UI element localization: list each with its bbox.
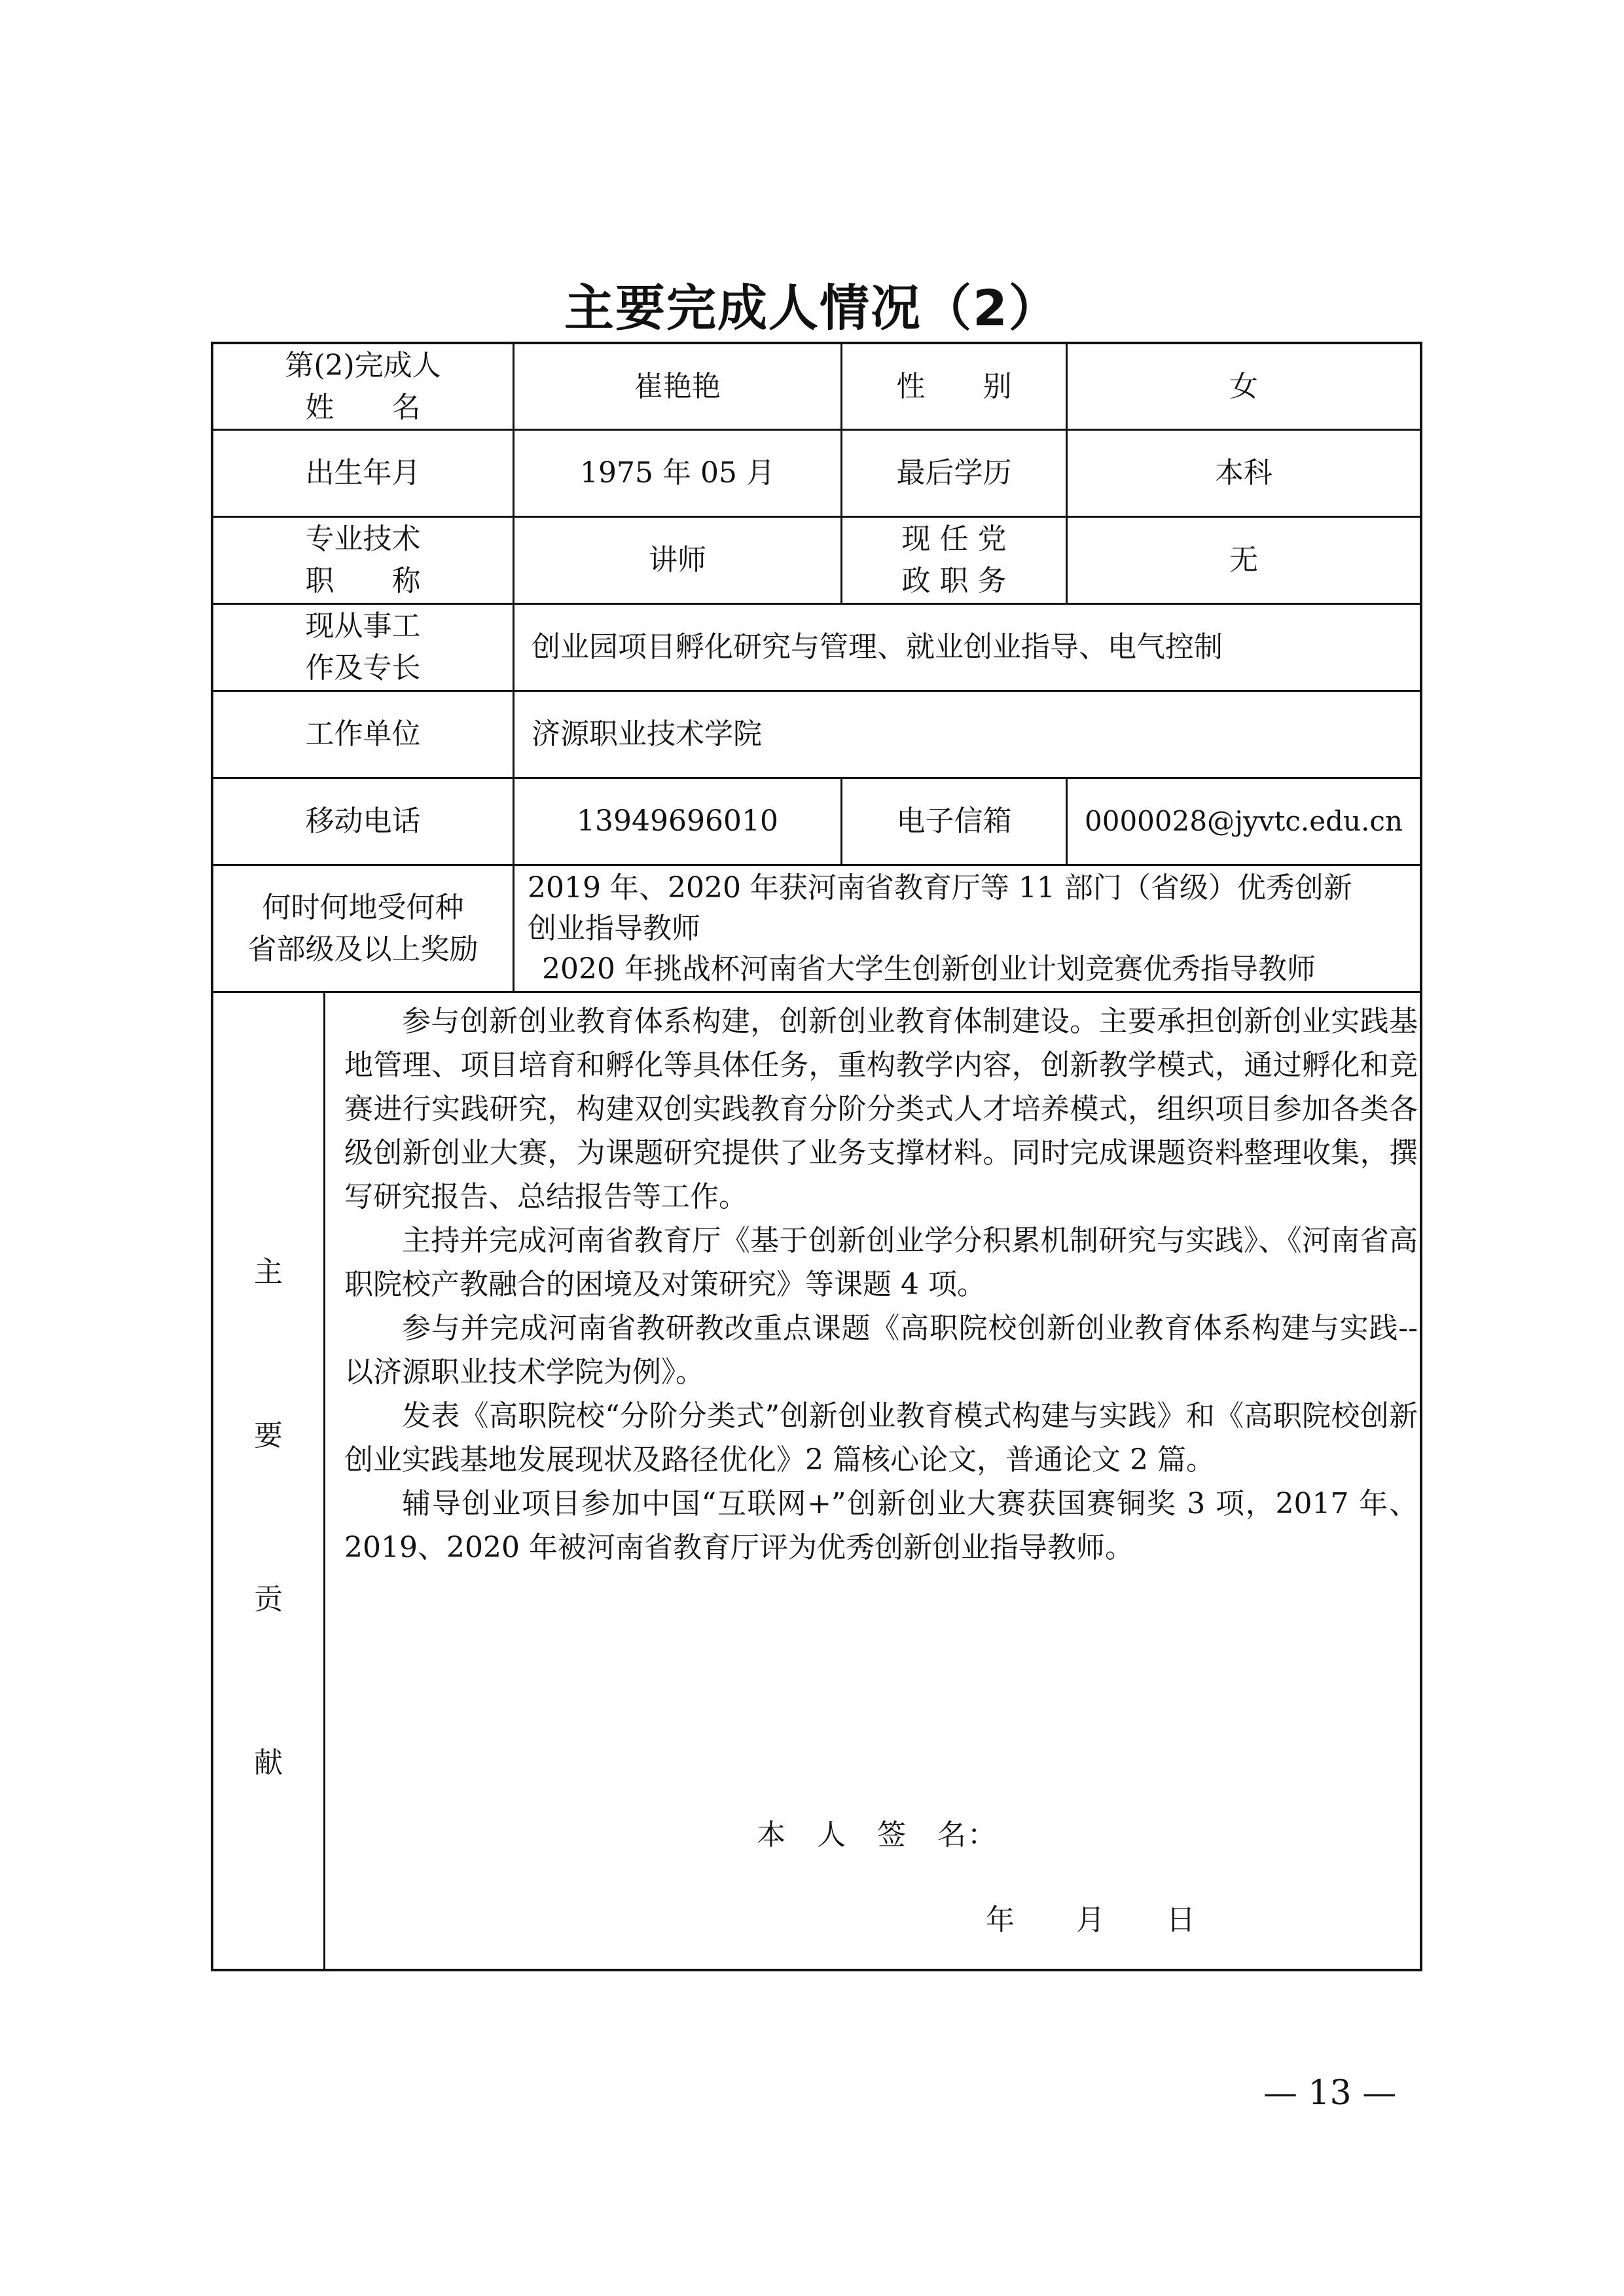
work-specialty-label-line1: 现从事工 — [305, 609, 421, 643]
contribution-label-char-4: 献 — [254, 1746, 283, 1780]
email-label: 电子信箱 — [896, 804, 1012, 838]
contribution-label-char-1: 主 — [254, 1255, 283, 1289]
signature-date: 年 月 日 — [986, 1903, 1197, 1937]
phone-label: 移动电话 — [305, 804, 421, 838]
awards-label-line2: 省部级及以上奖励 — [247, 932, 478, 966]
work-specialty-label-cell — [213, 605, 513, 690]
contribution-section — [213, 993, 1420, 1969]
awards-line-2: 创业指导教师 — [528, 912, 700, 945]
signature-label: 本 人 签 名： — [757, 1818, 998, 1852]
work-specialty-label-line2: 作及专长 — [305, 651, 421, 685]
contribution-paragraph: 参与并完成河南省教研教改重点课题《高职院校创新创业教育体系构建与实践--以济源职业技术学院为例》。 — [344, 1312, 1418, 1389]
party-post-label-cell — [842, 518, 1066, 603]
professional-title-label-line2: 职 称 — [305, 564, 421, 598]
completer-info-form — [211, 342, 1422, 1971]
awards-label-line1: 何时何地受何种 — [262, 890, 464, 924]
professional-title-value: 讲师 — [649, 543, 706, 577]
education-value: 本科 — [1215, 456, 1272, 490]
party-post-label-line1: 现 任 党 — [901, 522, 1007, 556]
name-label-line2: 姓 名 — [305, 390, 421, 424]
name-label-line1: 第(2)完成人 — [285, 348, 441, 382]
gender-label: 性 别 — [896, 369, 1012, 403]
party-post-value: 无 — [1229, 543, 1258, 577]
birth-label: 出生年月 — [305, 456, 421, 490]
party-post-label-line2: 政 职 务 — [901, 564, 1007, 598]
professional-title-label-line1: 专业技术 — [305, 522, 421, 556]
awards-line-3: 2020 年挑战杯河南省大学生创新创业计划竞赛优秀指导教师 — [542, 952, 1316, 986]
contribution-paragraph: 主持并完成河南省教育厅《基于创新创业学分积累机制研究与实践》、《河南省高职院校产教融合的困境及对策研究》等课题 4 项。 — [344, 1224, 1418, 1301]
gender-value: 女 — [1229, 369, 1258, 403]
contribution-paragraph: 参与创新创业教育体系构建，创新创业教育体制建设。主要承担创新创业实践基地管理、项目培育和孵化等具体任务，重构教学内容，创新教学模式，通过孵化和竞赛进行实践研究，构建双创实践教育分阶分类式人才培养模式，组织项目参加各类各级创新创业大赛，为课题研究提供了业务支撑材料。同时完成课题资料整理收集，撰写研究报告、总结报告等工作。 — [344, 1005, 1418, 1213]
contribution-label-char-2: 要 — [254, 1419, 283, 1452]
contribution-text — [344, 999, 1418, 1570]
education-label: 最后学历 — [896, 456, 1012, 490]
work-unit-label: 工作单位 — [305, 717, 421, 751]
name-value: 崔艳艳 — [634, 369, 721, 403]
page-title: 主要完成人情况（2） — [564, 279, 1060, 337]
phone-value: 13949696010 — [577, 804, 778, 838]
email-value: 0000028@jyvtc.edu.cn — [1085, 805, 1403, 837]
professional-title-label-cell — [213, 518, 513, 603]
page-number: — 13 — — [1263, 2073, 1397, 2113]
birth-value: 1975 年 05 月 — [580, 456, 775, 490]
contribution-label-char-3: 贡 — [254, 1583, 283, 1616]
awards-value — [528, 868, 1411, 990]
name-label-cell — [213, 344, 513, 429]
awards-label-cell — [213, 866, 513, 991]
awards-line-1: 2019 年、2020 年获河南省教育厅等 11 部门（省级）优秀创新 — [528, 871, 1352, 905]
work-unit-value: 济源职业技术学院 — [532, 717, 762, 751]
contribution-paragraph: 发表《高职院校“分阶分类式”创新创业教育模式构建与实践》和《高职院校创新创业实践基地发展现状及路径优化》2 篇核心论文，普通论文 2 篇。 — [344, 1399, 1418, 1477]
work-specialty-value: 创业园项目孵化研究与管理、就业创业指导、电气控制 — [532, 630, 1223, 664]
contribution-paragraph: 辅导创业项目参加中国“互联网+”创新创业大赛获国赛铜奖 3 项，2017 年、2019、2020 年被河南省教育厅评为优秀创新创业指导教师。 — [344, 1487, 1418, 1564]
